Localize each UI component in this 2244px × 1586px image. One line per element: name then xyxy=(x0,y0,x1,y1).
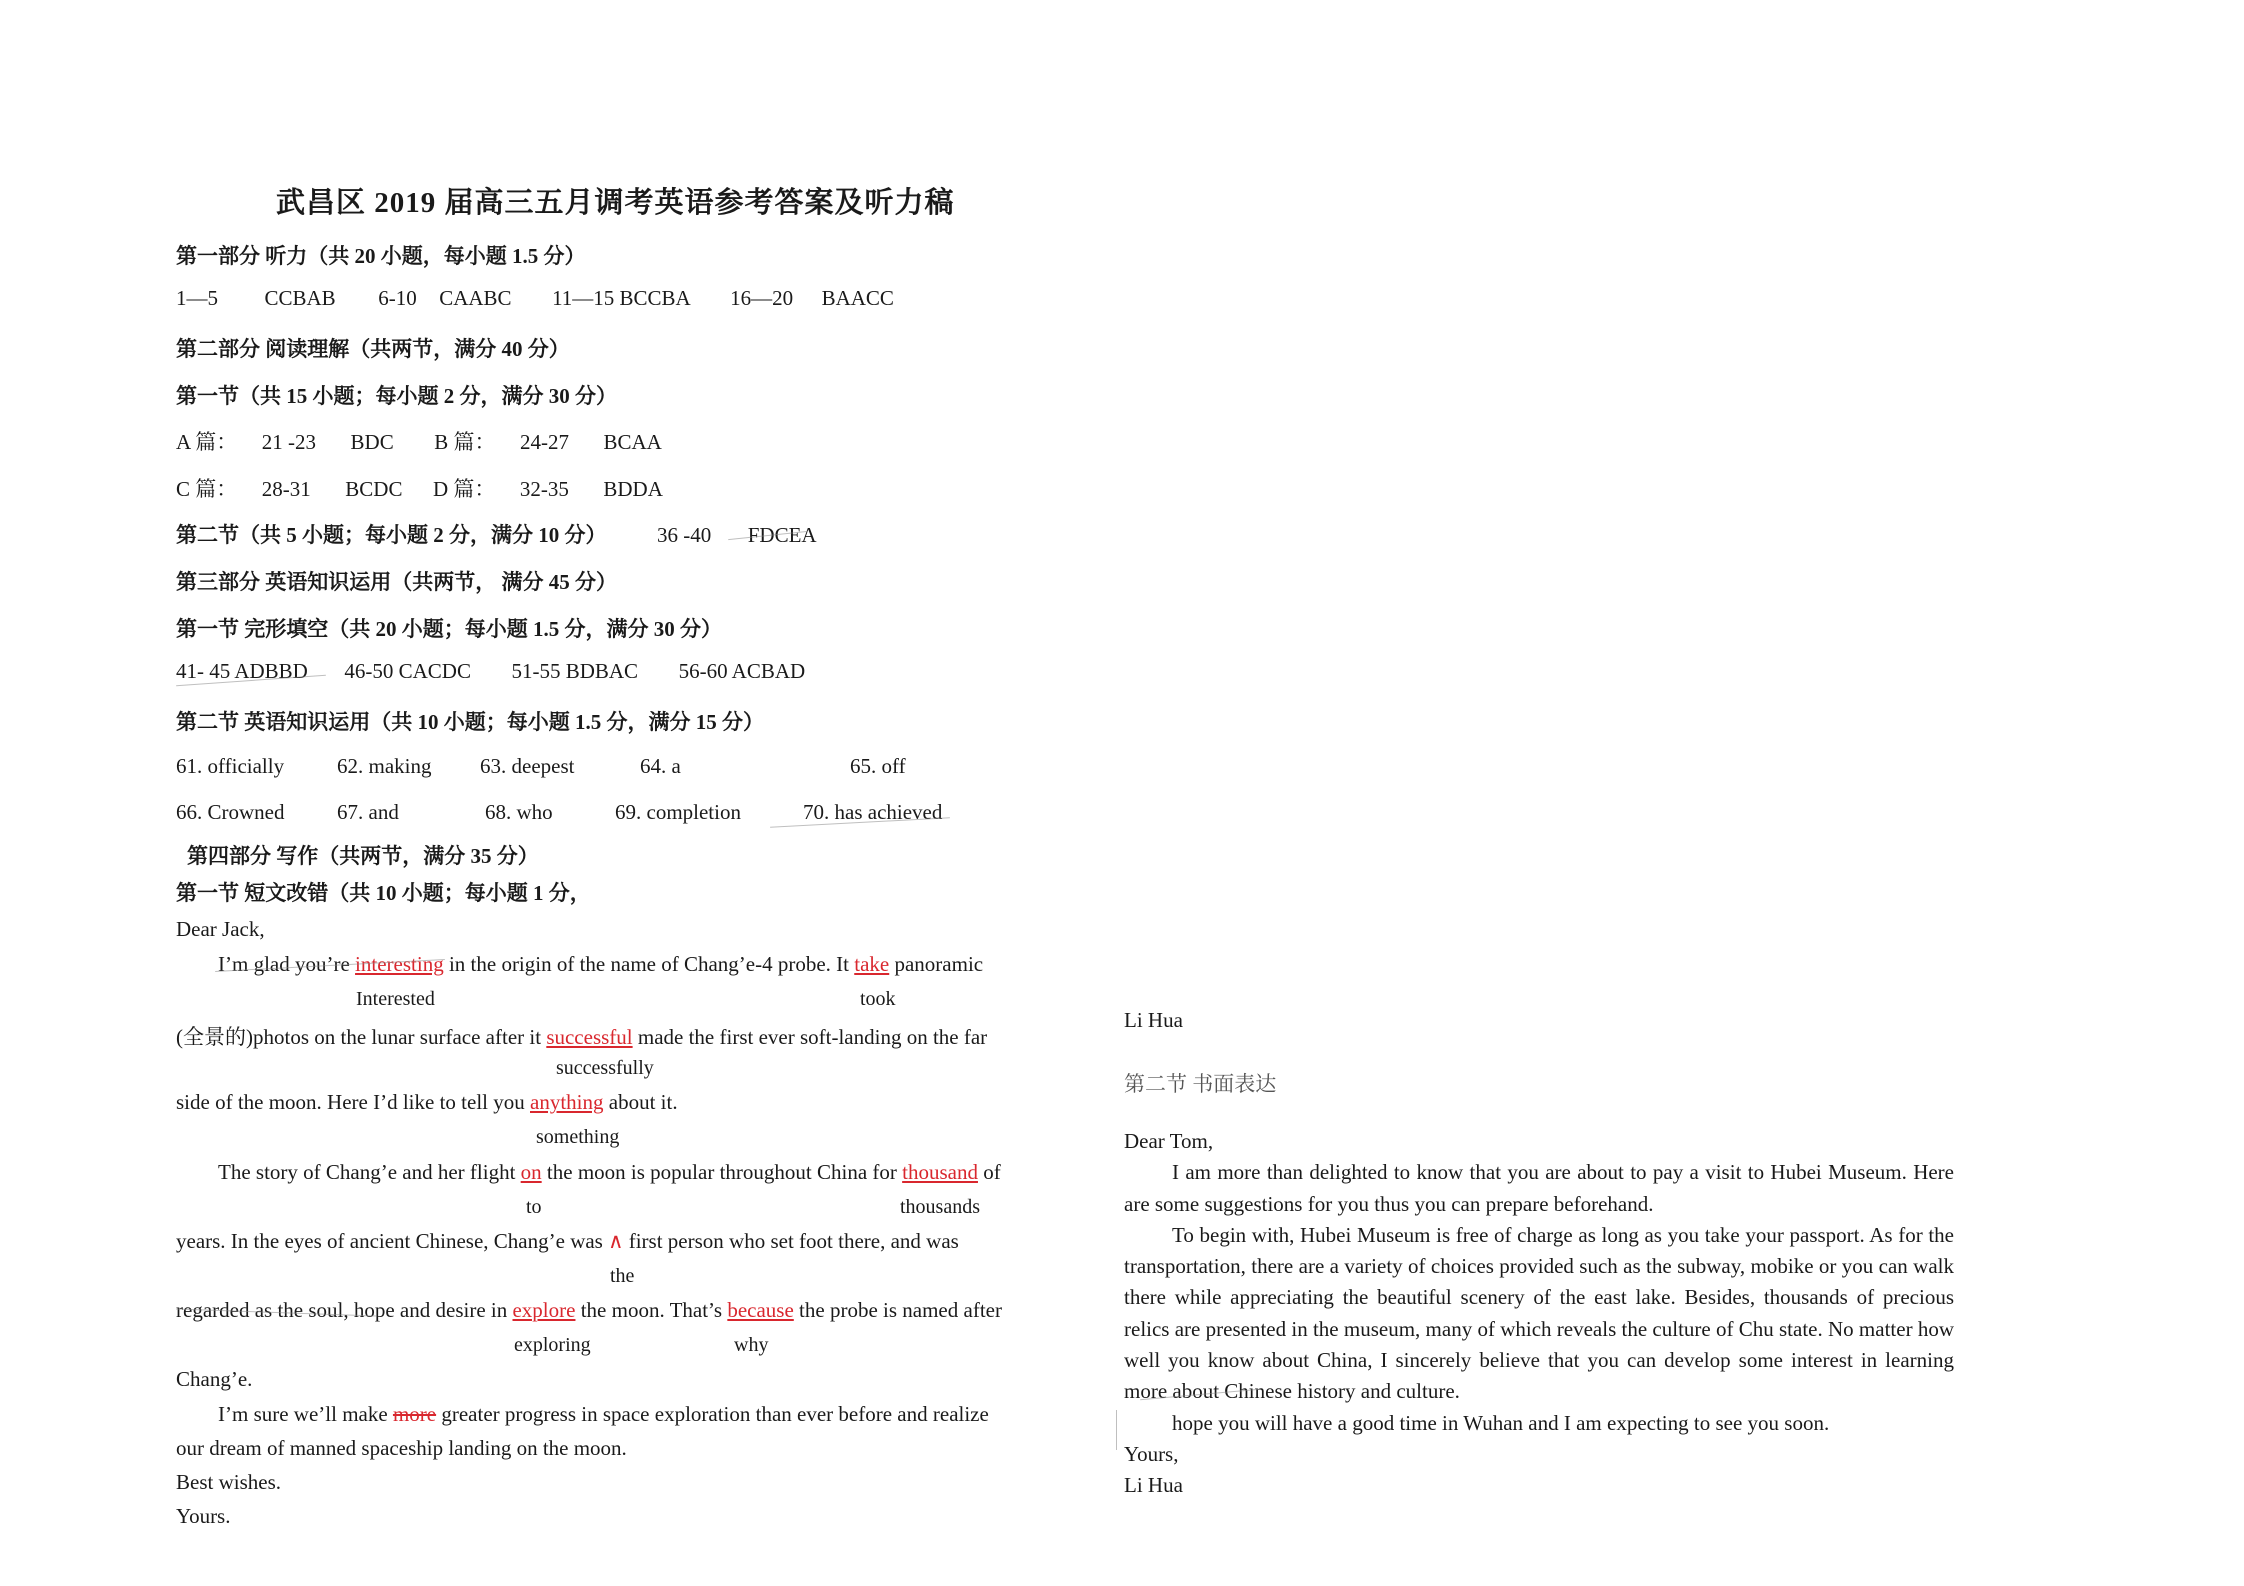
error-word: anything xyxy=(530,1090,604,1114)
answer-value: CAABC xyxy=(439,286,512,310)
answer-range: 16—20 xyxy=(730,286,794,310)
scan-mark xyxy=(1116,1410,1133,1450)
grammar-row1-item: 62. making xyxy=(337,754,432,778)
essay-signature: Li Hua xyxy=(1124,1473,1183,1498)
error-word: more xyxy=(392,1402,437,1426)
essay-paragraph: hope you will have a good time in Wuhan and I am expecting to see you soon. xyxy=(1172,1410,1830,1435)
error-word: interesting xyxy=(355,952,444,976)
answer-value: BAACC xyxy=(821,286,894,310)
essay-paragraph: I am more than delighted to know that you are about to pay a visit to Hubei Museum. Here are some suggestions for you thus you can prepare beforehand. xyxy=(1124,1160,1954,1216)
passage-line-8: I’m sure we’ll make more greater progress in space exploration than ever before and realize xyxy=(218,1402,989,1426)
passage-label: D 篇： xyxy=(432,477,496,501)
correction-word: why xyxy=(734,1334,769,1356)
part3-sec2-heading: 第二节 英语知识运用（共 10 小题；每小题 1.5 分，满分 15 分） xyxy=(176,710,764,734)
error-word: successful xyxy=(546,1025,633,1049)
correction-word: successfully xyxy=(556,1057,654,1079)
answer-range: 6-10 xyxy=(378,286,417,310)
part1-answers xyxy=(176,286,894,311)
answer-value: 11—15 BCCBA xyxy=(552,286,690,310)
grammar-row2-item: 66. Crowned xyxy=(176,800,285,824)
essay-yours: Yours, xyxy=(1124,1441,1179,1466)
error-word: explore xyxy=(512,1298,576,1322)
error-word: take xyxy=(854,952,890,976)
part2-heading: 第二部分 阅读理解（共两节，满分 40 分） xyxy=(176,337,570,361)
signature-top: Li Hua xyxy=(1124,1008,1183,1032)
essay-greeting: Dear Tom, xyxy=(1124,1129,1214,1153)
correction-word: to xyxy=(526,1196,542,1218)
part2-sec2-heading: 第二节（共 5 小题；每小题 2 分，满分 10 分） xyxy=(176,523,607,547)
answer-value: CCBAB xyxy=(264,286,336,310)
grammar-row2-item: 70. has achieved xyxy=(803,800,943,824)
correction-word: exploring xyxy=(514,1334,591,1356)
grammar-row1-item: 64. a xyxy=(640,754,681,778)
part2-sec2-line: 第二节（共 5 小题；每小题 2 分，满分 10 分） 36 -40 FDCEA xyxy=(176,523,817,547)
passage-line-6: regarded as the soul, hope and desire in explore the moon. That’s because the probe is named after xyxy=(176,1298,1002,1322)
letter-closing: Best wishes. xyxy=(176,1470,281,1494)
grammar-row2-item: 69. completion xyxy=(615,800,741,824)
passage-label: B 篇： xyxy=(434,430,496,454)
cloze-answers: 41- 45 ADBBD 46-50 CACDC 51-55 BDBAC 56-60 ACBAD xyxy=(176,659,806,683)
reading-row-a: A 篇： 21 -23 BDC B 篇： 24-27 BCAA xyxy=(176,430,662,454)
part3-heading: 第三部分 英语知识运用（共两节， 满分 45 分） xyxy=(176,570,617,594)
grammar-row1-item: 65. off xyxy=(850,754,906,778)
passage-line-9: our dream of manned spaceship landing on the moon. xyxy=(176,1436,627,1460)
part4-heading: 第四部分 写作（共两节，满分 35 分） xyxy=(187,844,539,868)
grammar-row1-item: 61. officially xyxy=(176,754,285,778)
part2-sec1-heading: 第一节（共 15 小题；每小题 2 分，满分 30 分） xyxy=(176,384,617,408)
passage-line-5: years. In the eyes of ancient Chinese, Chang’e was ∧ first person who set foot there, and was xyxy=(176,1229,959,1253)
error-word: because xyxy=(727,1298,794,1322)
correction-word: Interested xyxy=(356,988,435,1010)
correction-word: something xyxy=(536,1126,620,1148)
letter-greeting: Dear Jack, xyxy=(176,917,265,941)
writing-sec2-heading: 第二节 书面表达 xyxy=(1124,1072,1277,1096)
insert-caret: ∧ xyxy=(608,1229,624,1253)
error-word: on xyxy=(520,1160,542,1184)
passage-line-1: I’m glad you’re interesting in the origin of the name of Chang’e-4 probe. It take panoramic xyxy=(218,952,984,976)
page-title: 武昌区 2019 届高三五月调考英语参考答案及听力稿 xyxy=(276,187,955,219)
error-word: thousand xyxy=(902,1160,978,1184)
passage-line-4: The story of Chang’e and her flight on the moon is popular throughout China for thousand of xyxy=(218,1160,1001,1184)
passage-line-2: (全景的)photos on the lunar surface after it successful made the first ever soft-landing on the far xyxy=(176,1025,988,1049)
passage-label: C 篇： xyxy=(176,477,238,501)
passage-line-7: Chang’e. xyxy=(176,1367,253,1391)
grammar-row1-item: 63. deepest xyxy=(480,754,575,778)
essay xyxy=(1124,1126,1954,1498)
correction-word: took xyxy=(860,988,896,1010)
correction-word: thousands xyxy=(900,1196,980,1218)
grammar-row2-item: 67. and xyxy=(337,800,399,824)
part1-heading: 第一部分 听力（共 20 小题，每小题 1.5 分） xyxy=(176,244,586,268)
correction-word: the xyxy=(610,1265,635,1287)
passage-line-3: side of the moon. Here I’d like to tell you anything about it. xyxy=(176,1090,678,1114)
answer-range: 1—5 xyxy=(176,286,218,310)
letter-yours: Yours. xyxy=(176,1504,231,1528)
essay-paragraph: To begin with, Hubei Museum is free of charge as long as you take your passport. As for the transportation, there are a variety of choices provided such as the subway, mobike or you can walk there while appreciating the beautiful scenery of the east lake. Besides, thousands of precious relics are presented in the museum, many of which reveals the culture of Chu state. No matter how well you know about China, I sincerely believe that you can develop some interest in learning more about Chinese history and culture. xyxy=(1124,1222,1954,1404)
grammar-row2-item: 68. who xyxy=(485,800,553,824)
part4-sec1-heading: 第一节 短文改错（共 10 小题；每小题 1 分， xyxy=(176,881,591,905)
part3-sec1-heading: 第一节 完形填空（共 20 小题；每小题 1.5 分，满分 30 分） xyxy=(176,617,722,641)
passage-label: A 篇： xyxy=(176,430,238,454)
reading-row-c: C 篇： 28-31 BCDC D 篇： 32-35 BDDA xyxy=(176,477,663,501)
